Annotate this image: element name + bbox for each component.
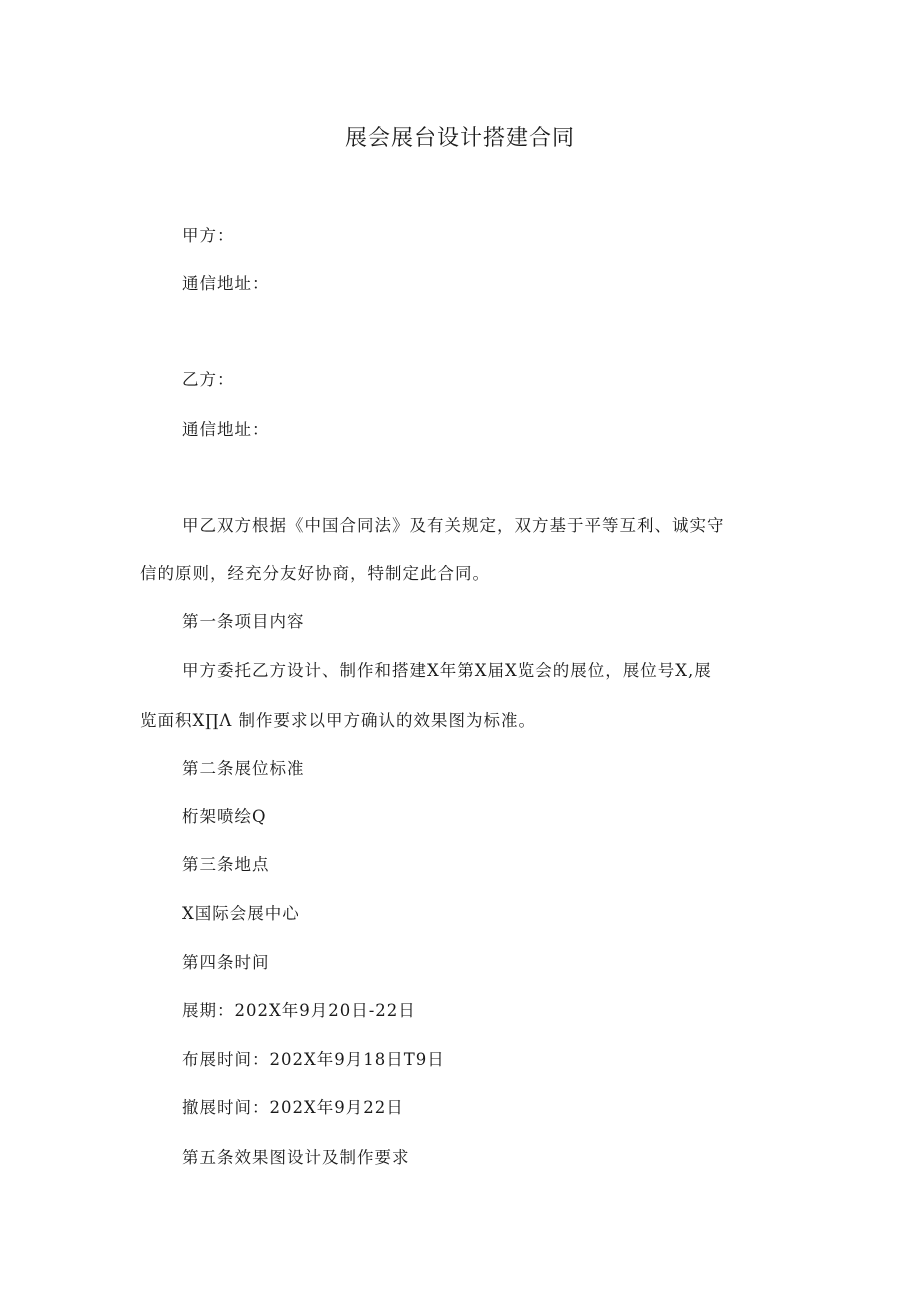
- party-b-label: 乙方：: [182, 370, 235, 389]
- article-1-line-1: 甲方委托乙方设计、制作和搭建X年第X届X览会的展位，展位号X,展: [182, 661, 712, 680]
- party-a-label: 甲方：: [182, 226, 235, 245]
- party-b-address-label: 通信地址：: [182, 420, 270, 439]
- article-3-heading: 第三条地点: [182, 855, 270, 874]
- party-a-address-label: 通信地址：: [182, 274, 270, 293]
- article-1-line-2: 览面积X∏Λ 制作要求以甲方确认的效果图为标准。: [140, 711, 537, 730]
- article-2-content: 桁架喷绘Q: [182, 807, 267, 826]
- preamble-line-1: 甲乙双方根据《中国合同法》及有关规定，双方基于平等互利、诚实守: [182, 516, 725, 535]
- preamble-line-2: 信的原则，经充分友好协商，特制定此合同。: [140, 564, 490, 583]
- document-title: 展会展台设计搭建合同: [344, 126, 575, 151]
- article-3-content: X国际会展中心: [182, 904, 300, 923]
- teardown-time: 撤展时间：202X年9月22日: [182, 1098, 404, 1117]
- article-1-heading: 第一条项目内容: [182, 612, 305, 631]
- setup-time: 布展时间：202X年9月18日T9日: [182, 1050, 445, 1069]
- article-4-heading: 第四条时间: [182, 953, 270, 972]
- article-5-heading: 第五条效果图设计及制作要求: [182, 1148, 410, 1167]
- article-2-heading: 第二条展位标准: [182, 759, 305, 778]
- exhibition-period: 展期：202X年9月20日-22日: [182, 1001, 416, 1020]
